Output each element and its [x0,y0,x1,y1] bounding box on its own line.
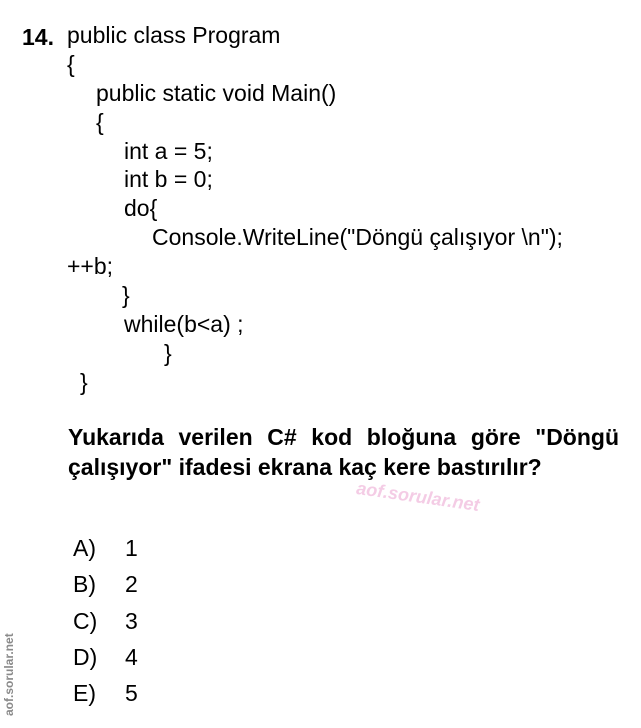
option-d[interactable] [73,644,138,670]
option-e[interactable] [73,680,138,706]
code-line-increment-b: ++b; [67,253,114,279]
watermark-center: aof.sorular.net [355,478,481,516]
option-letter: A) [73,535,96,561]
code-line-class-decl: public class Program [67,22,281,48]
watermark-side: aof.sorular.net [2,633,16,716]
code-line-int-a: int a = 5; [124,138,213,164]
code-line-class-open-brace: { [67,51,75,77]
code-line-main-decl: public static void Main() [96,80,337,106]
question-text: Yukarıda verilen C# kod bloğuna göre "Döngü çalışıyor" ifadesi ekrana kaç kere bastırılır? [68,424,619,480]
option-value: 1 [125,535,138,561]
code-line-do-close-brace: } [122,282,130,308]
option-letter: C) [73,608,98,634]
code-line-class-close-brace: } [80,369,88,395]
option-value: 4 [125,644,138,670]
code-line-main-close-brace: } [164,340,172,366]
code-line-int-b: int b = 0; [124,166,213,192]
code-line-do: do{ [124,195,158,221]
option-value: 3 [125,608,138,634]
option-letter: D) [73,644,98,670]
option-value: 5 [125,680,138,706]
question-number: 14. [22,24,54,50]
option-letter: E) [73,680,96,706]
option-value: 2 [125,571,138,597]
code-line-console-writeline: Console.WriteLine("Döngü çalışıyor \n"); [152,224,563,250]
option-b[interactable] [73,571,138,597]
code-line-while: while(b<a) ; [124,311,244,337]
code-line-main-open-brace: { [96,109,104,135]
option-letter: B) [73,571,96,597]
option-a[interactable] [73,535,138,561]
option-c[interactable] [73,608,138,634]
